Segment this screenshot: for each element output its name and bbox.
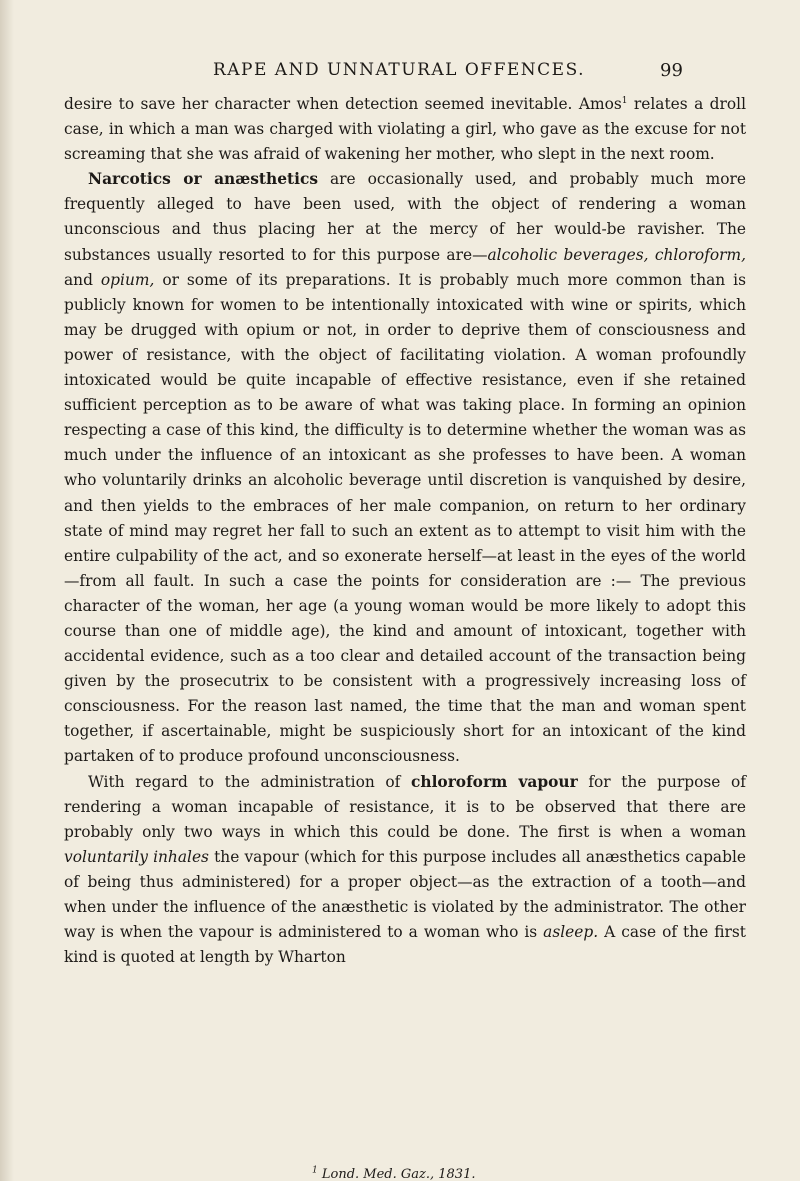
text-span: desire to save her character when detection seemed inevitable. Amos bbox=[64, 95, 622, 113]
text-span: A case of the first kind is quoted at length by Wharton bbox=[64, 923, 746, 967]
footnote-text: Lond. Med. Gaz., 1831. bbox=[321, 1167, 476, 1181]
italic-term: asleep. bbox=[543, 923, 599, 942]
text-span: With regard to the administration of bbox=[88, 772, 412, 791]
text-span: and bbox=[64, 270, 101, 289]
paragraph-3 bbox=[64, 770, 746, 971]
running-head bbox=[0, 60, 800, 88]
italic-term: voluntarily inhales bbox=[64, 847, 209, 866]
footnote bbox=[312, 1167, 475, 1181]
binding-shadow bbox=[0, 0, 14, 1181]
text-span: relates a droll case, in which a man was charged with violating a girl, who gave as the excuse for not screaming that she was afraid of wakening her mother, who slept in the next room. bbox=[64, 95, 746, 164]
text-span: for the purpose of rendering a woman incapable of resistance, it is to be observed that there are probably only two ways in which this could be done. The first is when a woman bbox=[64, 772, 746, 841]
italic-term: alcoholic beverages, chloroform, bbox=[487, 245, 746, 264]
bold-term: Narcotics or anæsthetics bbox=[88, 170, 318, 189]
paragraph-1 bbox=[64, 92, 746, 167]
body-text bbox=[64, 92, 746, 970]
footnote-reference: 1 bbox=[621, 95, 628, 106]
paragraph-2 bbox=[64, 167, 746, 769]
running-title: RAPE AND UNNATURAL OFFENCES. bbox=[212, 60, 586, 80]
page-number: 99 bbox=[660, 60, 683, 81]
text-span: the vapour (which for this purpose includes all anæsthetics capable of being thus administered) for a proper object—as the extraction of a tooth—and when under the influence of the anæsthetic is violated by the administrator. The other way is when the vapour is administered to a woman who is bbox=[64, 847, 746, 942]
footnote-marker: 1 bbox=[312, 1165, 318, 1176]
bold-term: chloroform vapour bbox=[411, 772, 578, 791]
italic-term: opium, bbox=[100, 270, 155, 289]
text-span: are occasionally used, and probably much more frequently alleged to have been used, with the object of rendering a woman unconscious and thus placing her at the mercy of her would-be ravisher. The substances usually resorted to for this purpose are— bbox=[64, 170, 746, 264]
text-span: or some of its preparations. It is probably much more common than is publicly known for women to be intentionally intoxicated with wine or spirits, which may be drugged with opium or not, in order to deprive them of consciousness and power of resistance, with the object of facilitating violation. A woman profoundly intoxicated would be quite incapable of effective resistance, even if she retained sufficient perception as to be aware of what was taking place. In forming an opinion respecting a case of this kind, the difficulty is to determine whether the woman was as much under the influence of an intoxicant as she professes to have been. A woman who voluntarily drinks an alcoholic beverage until discretion is vanquished by desire, and then yields to the embraces of her male companion, on return to her ordinary state of mind may regret her fall to such an extent as to attempt to visit him with the entire culpability of the act, and so exonerate herself—at least in the eyes of the world —from all fault. In such a case the points for consideration are :— The previous character of the woman, her age (a young woman would be more likely to adopt this course than one of middle age), the kind and amount of intoxicant, together with accidental evidence, such as a too clear and detailed account of the transaction being given by the prosecutrix to be consistent with a progressively increasing loss of consciousness. For the reason last named, the time that the man and woman spent together, if ascertainable, might be suspiciously short for an intoxicant of the kind partaken of to produce profound unconsciousness. bbox=[64, 270, 746, 766]
